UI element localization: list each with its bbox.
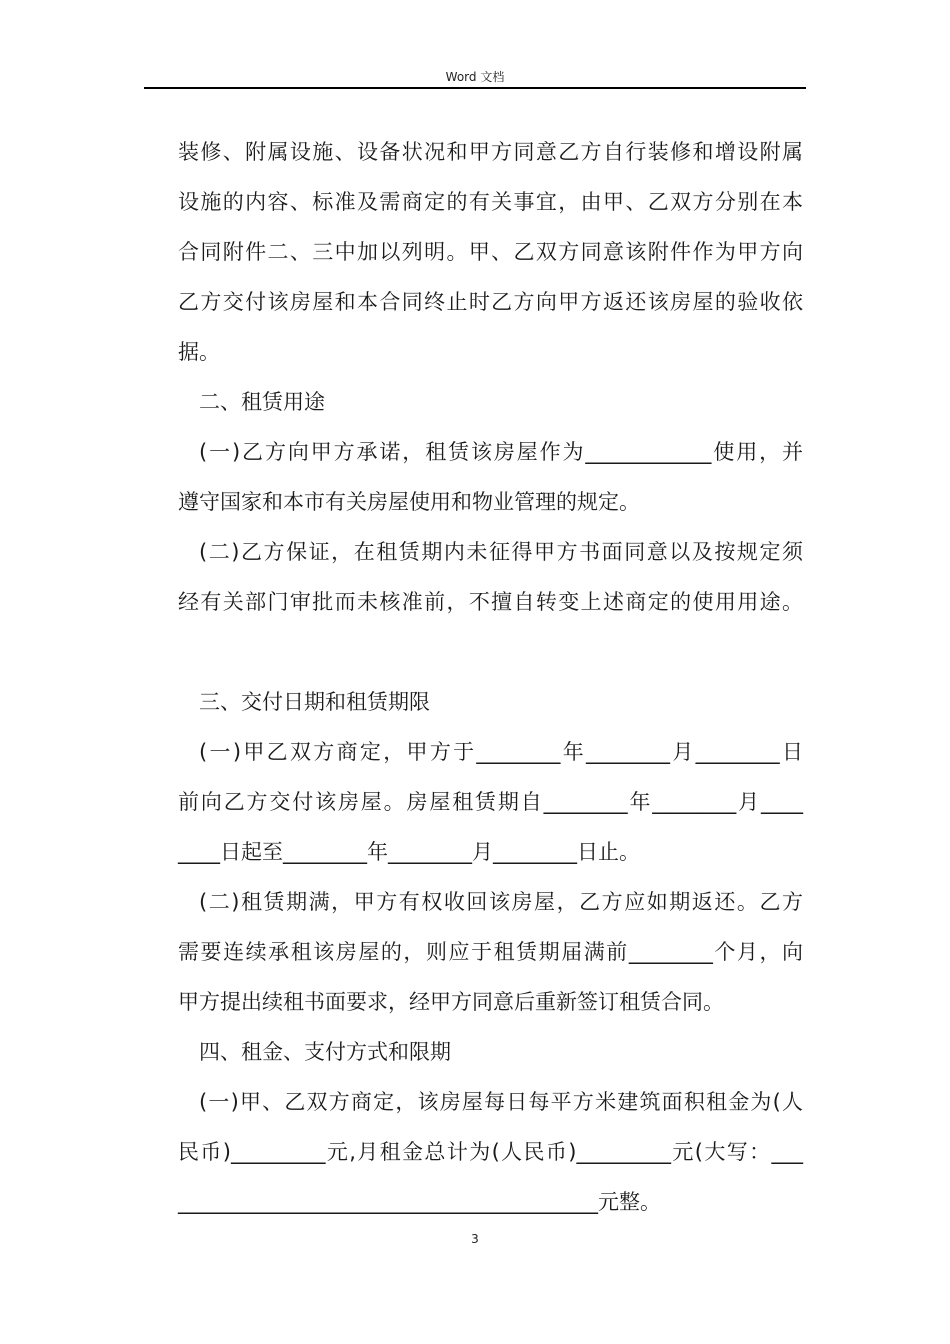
paragraph-line: 经有关部门审批而未核准前，不擅自转变上述商定的使用用途。 — [178, 590, 803, 614]
paragraph-line: 遵守国家和本市有关房屋使用和物业管理的规定。 — [178, 490, 640, 514]
paragraph-line: 装修、附属设施、设备状况和甲方同意乙方自行装修和增设附属 — [178, 140, 803, 164]
section-heading-rent-payment: 四、租金、支付方式和限期 — [199, 1040, 451, 1064]
paragraph-line: (二)租赁期满，甲方有权收回该房屋，乙方应如期返还。乙方 — [199, 890, 803, 914]
paragraph-line: 前向乙方交付该房屋。房屋租赁期自________年________月____ — [178, 790, 803, 814]
blank-line — [178, 627, 803, 677]
paragraph-line: 需要连续承租该房屋的，则应于租赁期届满前________个月，向 — [178, 940, 803, 964]
paragraph-line: 设施的内容、标准及需商定的有关事宜，由甲、乙双方分别在本 — [178, 190, 803, 214]
paragraph-line: (一)甲乙双方商定，甲方于________年________月________日 — [199, 740, 803, 764]
paragraph-line: 乙方交付该房屋和本合同终止时乙方向甲方返还该房屋的验收依 — [178, 290, 803, 314]
document-body — [178, 127, 803, 1227]
paragraph-line: 据。 — [178, 340, 220, 364]
paragraph-line: 甲方提出续租书面要求，经甲方同意后重新签订租赁合同。 — [178, 990, 724, 1014]
paragraph-line: 民币)_________元,月租金总计为(人民币)_________元(大写：___ — [178, 1140, 803, 1164]
section-heading-delivery-term: 三、交付日期和租赁期限 — [199, 690, 430, 714]
paragraph-line: (一)乙方向甲方承诺，租赁该房屋作为____________使用，并 — [199, 440, 803, 464]
paragraph-line: (一)甲、乙双方商定，该房屋每日每平方米建筑面积租金为(人 — [199, 1090, 803, 1114]
paragraph-line: 合同附件二、三中加以列明。甲、乙双方同意该附件作为甲方向 — [178, 240, 803, 264]
paragraph-line: ________________________________________元整。 — [178, 1190, 661, 1214]
header-divider — [144, 87, 806, 89]
page-number: 3 — [471, 1232, 479, 1246]
paragraph-line: (二)乙方保证，在租赁期内未征得甲方书面同意以及按规定须 — [199, 540, 803, 564]
section-heading-usage: 二、租赁用途 — [199, 390, 325, 414]
paragraph-line: ____日起至________年________月________日止。 — [178, 840, 640, 864]
header-title: Word 文档 — [445, 70, 505, 84]
